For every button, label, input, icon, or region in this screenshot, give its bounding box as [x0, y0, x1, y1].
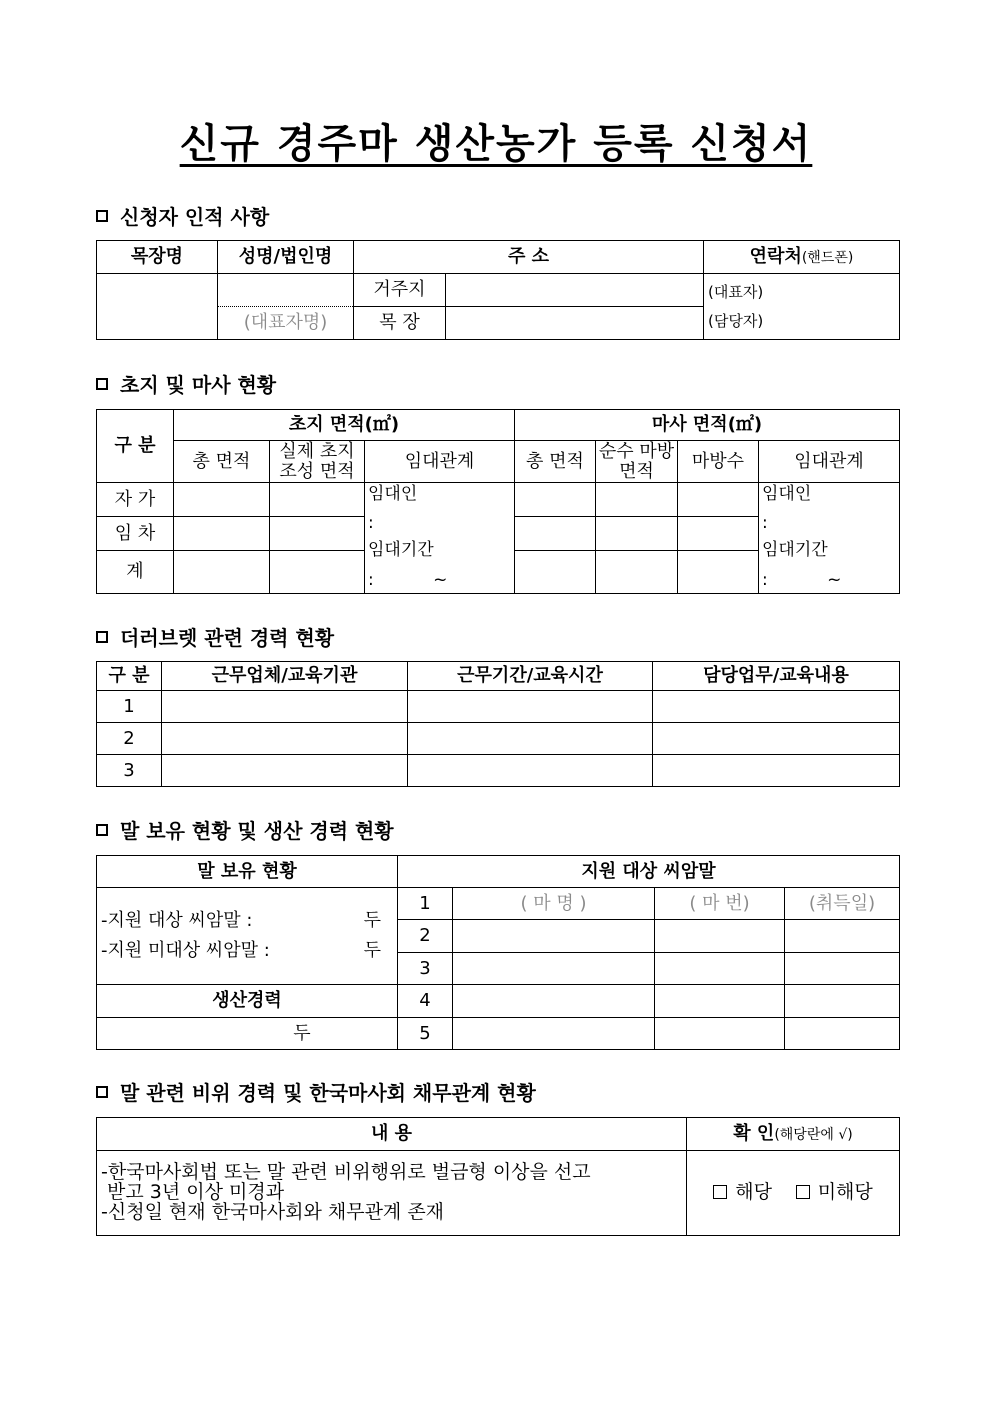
section-heading-applicant — [96, 201, 269, 230]
section-heading-text: 신청자 인적 사항 — [120, 205, 270, 229]
row-number: 4 — [398, 985, 453, 1018]
label-rep-contact: (대표자) — [708, 283, 764, 301]
cell-input[interactable] — [453, 953, 655, 985]
header-lease: 임대관계 — [365, 441, 515, 483]
cell-input[interactable] — [174, 517, 270, 551]
cell-input[interactable] — [653, 755, 900, 787]
page-title-text: 신규 경주마 생산농가 등록 신청서 — [179, 121, 813, 167]
square-bullet-icon — [96, 210, 108, 222]
violation-content — [97, 1151, 687, 1236]
land-table — [96, 409, 900, 594]
table-row — [97, 723, 900, 755]
header-confirm-label: 확 인 — [733, 1123, 775, 1145]
label-staff-contact: (담당자) — [708, 311, 764, 330]
square-bullet-icon — [96, 824, 108, 836]
label-period-fill: : ~ — [762, 570, 842, 590]
confirm-options — [687, 1151, 900, 1236]
section-heading-text: 더러브렛 관련 경력 현황 — [120, 626, 335, 650]
cell-input[interactable] — [408, 755, 653, 787]
table-row — [97, 1018, 900, 1050]
table-row — [97, 985, 900, 1018]
cell-input[interactable] — [162, 755, 408, 787]
header-period: 근무기간/교육시간 — [408, 662, 653, 691]
holding-label: -지원 대상 씨암말 : — [101, 910, 253, 932]
row-number: 2 — [398, 920, 453, 953]
header-name: 성명/법인명 — [218, 241, 354, 274]
representative-name-field[interactable]: (대표자명) — [218, 307, 354, 340]
label-lease-period: 임대기간 — [368, 540, 434, 560]
row-number: 2 — [97, 723, 162, 755]
cell-input[interactable] — [453, 985, 655, 1018]
header-holding: 말 보유 현황 — [97, 856, 398, 888]
production-unit: 두 — [293, 1022, 311, 1044]
row-number: 1 — [398, 888, 453, 920]
label-lessor: 임대인 — [368, 484, 418, 504]
option-label: 미해당 — [817, 1180, 873, 1203]
header-pasture-area: 초지 면적(㎡) — [174, 410, 515, 441]
header-stall-count: 마방수 — [678, 441, 759, 483]
label-period-fill: : ~ — [368, 570, 448, 590]
section-heading-land — [96, 369, 276, 398]
header-total-area: 총 면적 — [174, 441, 270, 483]
label-residence: 거주지 — [354, 274, 446, 307]
header-category: 구 분 — [97, 662, 162, 691]
cell-input[interactable] — [162, 691, 408, 723]
option-applicable[interactable] — [713, 1182, 772, 1203]
row-number: 3 — [398, 953, 453, 985]
cell-input[interactable] — [785, 985, 900, 1018]
holding-line-unsupported — [101, 941, 397, 961]
cell-input[interactable] — [655, 920, 785, 953]
production-count-field[interactable] — [97, 1018, 398, 1050]
label-colon: : — [762, 513, 768, 533]
applicant-name-field[interactable] — [218, 274, 354, 307]
holding-line-supported — [101, 911, 397, 931]
violation-line: -신청일 현재 한국마사회와 채무관계 존재 — [101, 1200, 445, 1223]
checkbox-icon[interactable] — [796, 1185, 810, 1199]
label-lessor: 임대인 — [762, 484, 812, 504]
option-not-applicable[interactable] — [796, 1182, 873, 1203]
stable-lease-field[interactable] — [759, 483, 900, 594]
header-stable-total: 총 면적 — [515, 441, 596, 483]
table-row — [97, 691, 900, 723]
label-farm: 목 장 — [354, 307, 446, 340]
header-farm-name: 목장명 — [97, 241, 218, 274]
horse-name-field[interactable]: ( 마 명 ) — [453, 888, 655, 920]
cell-input[interactable] — [453, 920, 655, 953]
applicant-table — [96, 240, 900, 340]
cell-input[interactable] — [270, 551, 365, 594]
violations-table — [96, 1117, 900, 1236]
cell-input[interactable] — [408, 691, 653, 723]
header-actual-pasture — [270, 441, 365, 483]
cell-input[interactable] — [785, 953, 900, 985]
pasture-lease-field[interactable] — [365, 483, 515, 594]
row-label-own: 자 가 — [97, 483, 174, 517]
header-contact-sub: (핸드폰) — [801, 250, 854, 267]
section-heading-experience — [96, 622, 334, 651]
section-heading-text: 말 보유 현황 및 생산 경력 현황 — [120, 819, 394, 843]
farm-name-field[interactable] — [97, 274, 218, 340]
cell-input[interactable] — [270, 483, 365, 517]
cell-input[interactable] — [655, 1018, 785, 1050]
cell-input[interactable] — [408, 723, 653, 755]
section-heading-text: 말 관련 비위 경력 및 한국마사회 채무관계 현황 — [120, 1081, 536, 1105]
cell-input[interactable] — [596, 517, 678, 551]
violation-line: -한국마사회법 또는 말 관련 비위행위로 벌금형 이상을 선고 — [101, 1161, 591, 1184]
header-net-stable — [596, 441, 678, 483]
cell-input[interactable] — [515, 551, 596, 594]
header-contact — [704, 241, 900, 274]
holding-label: -지원 미대상 씨암말 : — [101, 940, 270, 961]
header-mares: 지원 대상 씨암말 — [398, 856, 900, 888]
cell-input[interactable] — [678, 517, 759, 551]
farm-address-field[interactable] — [446, 307, 704, 340]
cell-input[interactable] — [515, 517, 596, 551]
holding-unit: 두 — [363, 910, 381, 932]
checkbox-icon[interactable] — [713, 1185, 727, 1199]
experience-table — [96, 661, 900, 787]
cell-input[interactable] — [162, 723, 408, 755]
header-net-stable-line1: 순수 마방 — [598, 440, 675, 462]
cell-input[interactable] — [453, 1018, 655, 1050]
square-bullet-icon — [96, 1086, 108, 1098]
cell-input[interactable] — [596, 551, 678, 594]
cell-input[interactable] — [270, 517, 365, 551]
label-lease-period: 임대기간 — [762, 540, 828, 560]
page-title — [0, 112, 992, 169]
holding-field[interactable] — [97, 888, 398, 985]
section-heading-horses — [96, 815, 394, 844]
header-stable-lease: 임대관계 — [759, 441, 900, 483]
row-number: 5 — [398, 1018, 453, 1050]
header-category: 구 분 — [97, 410, 174, 483]
contact-field[interactable] — [704, 274, 900, 340]
square-bullet-icon — [96, 378, 108, 390]
horses-table — [96, 855, 900, 1050]
row-label-rented: 임 차 — [97, 517, 174, 551]
label-colon: : — [368, 513, 374, 533]
header-content: 내 용 — [97, 1118, 687, 1151]
cell-input[interactable] — [678, 551, 759, 594]
horse-number-field[interactable]: ( 마 번) — [655, 888, 785, 920]
cell-input[interactable] — [174, 551, 270, 594]
option-label: 해당 — [735, 1180, 772, 1203]
cell-input[interactable] — [515, 483, 596, 517]
square-bullet-icon — [96, 631, 108, 643]
header-actual-pasture-line2: 조성 면적 — [279, 460, 355, 482]
cell-input[interactable] — [655, 953, 785, 985]
section-heading-text: 초지 및 마사 현황 — [120, 373, 277, 397]
residence-address-field[interactable] — [446, 274, 704, 307]
cell-input[interactable] — [653, 723, 900, 755]
header-address: 주 소 — [354, 241, 704, 274]
acquisition-date-field[interactable]: (취득일) — [785, 888, 900, 920]
header-contact-label: 연락처 — [749, 246, 802, 268]
violation-line: 받고 3년 이상 미경과 — [101, 1181, 285, 1204]
row-number: 1 — [97, 691, 162, 723]
header-confirm — [687, 1118, 900, 1151]
cell-input[interactable] — [653, 691, 900, 723]
header-duties: 담당업무/교육내용 — [653, 662, 900, 691]
cell-input[interactable] — [655, 985, 785, 1018]
cell-input[interactable] — [785, 1018, 900, 1050]
cell-input[interactable] — [174, 483, 270, 517]
table-row — [97, 755, 900, 787]
header-stable-area: 마사 면적(㎡) — [515, 410, 900, 441]
header-confirm-sub: (해당란에 √) — [774, 1127, 853, 1144]
header-net-stable-line2: 면적 — [619, 460, 654, 482]
section-heading-violations — [96, 1077, 536, 1106]
cell-input[interactable] — [678, 483, 759, 517]
label-production: 생산경력 — [97, 985, 398, 1018]
cell-input[interactable] — [596, 483, 678, 517]
row-number: 3 — [97, 755, 162, 787]
row-label-total: 계 — [97, 551, 174, 594]
header-actual-pasture-line1: 실제 초지 — [279, 440, 355, 462]
holding-unit: 두 — [363, 940, 381, 961]
cell-input[interactable] — [785, 920, 900, 953]
header-workplace: 근무업체/교육기관 — [162, 662, 408, 691]
